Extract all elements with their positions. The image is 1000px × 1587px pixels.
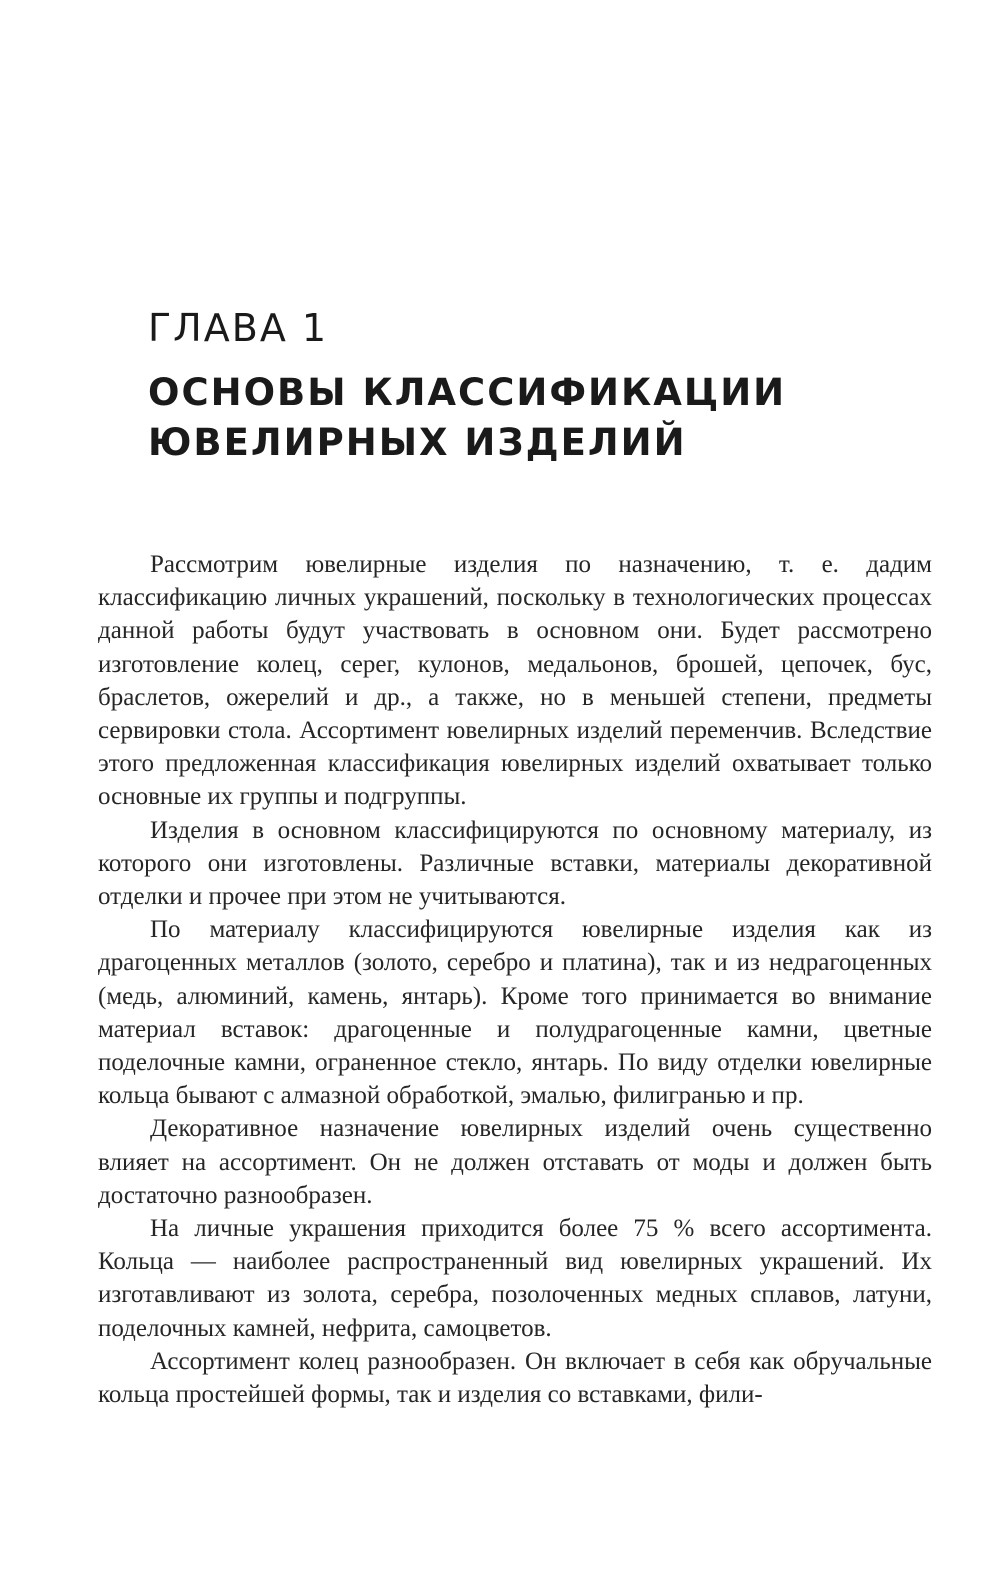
paragraph: Декоративное назначение ювелирных изделий очень существенно влияет на ассортимент. Он не должен отставать от моды и должен быть достаточно разнообразен. [98, 1115, 932, 1209]
body-text [98, 548, 932, 1411]
paragraph: Изделия в основном классифицируются по основному материалу, из которого они изготовлены. Различные вставки, материалы декоративной отделки и прочее при этом не учитываются. [98, 816, 932, 911]
paragraph: Рассмотрим ювелирные изделия по назначению, т. е. дадим классификацию личных украшений, поскольку в технологических процессах данной работы будут участвовать в основном они. Будет рассмотрено изготовление колец, серег, кулонов, медальонов, брошей, цепочек, бус, браслетов, ожерелий и др., а также, но в меньшей степени, предметы сервировки стола. Ассортимент ювелирных изделий переменчив. Вследствие этого предложенная классификация ювелирных изделий охватывает только основные их группы и подгруппы. [98, 551, 932, 811]
paragraph: Ассортимент колец разнообразен. Он включает в себя как обручальные кольца простейшей формы, так и изделия со вставками, фили- [98, 1347, 932, 1409]
chapter-label: ГЛАВА 1 [148, 306, 329, 350]
paragraph: На личные украшения приходится более 75 % всего ассортимента. Кольца — наиболее распространенный вид ювелирных украшений. Их изготавливают из золота, серебра, позолоченных медных сплавов, латуни, поделочных камней, нефрита, самоцветов. [98, 1215, 932, 1342]
chapter-title: ОСНОВЫ КЛАССИФИКАЦИИ ЮВЕЛИРНЫХ ИЗДЕЛИЙ [148, 371, 787, 464]
paragraph: По материалу классифицируются ювелирные изделия как из драгоценных металлов (золото, серебро и платина), так и из недрагоценных (медь, алюминий, камень, янтарь). Кроме того принимается во внимание материал вставок: драгоценные и полудрагоценные камни, цветные поделочные камни, ограненное стекло, янтарь. По виду отделки ювелирные кольца бывают с алмазной обработкой, эмалью, филигранью и пр. [98, 916, 932, 1110]
